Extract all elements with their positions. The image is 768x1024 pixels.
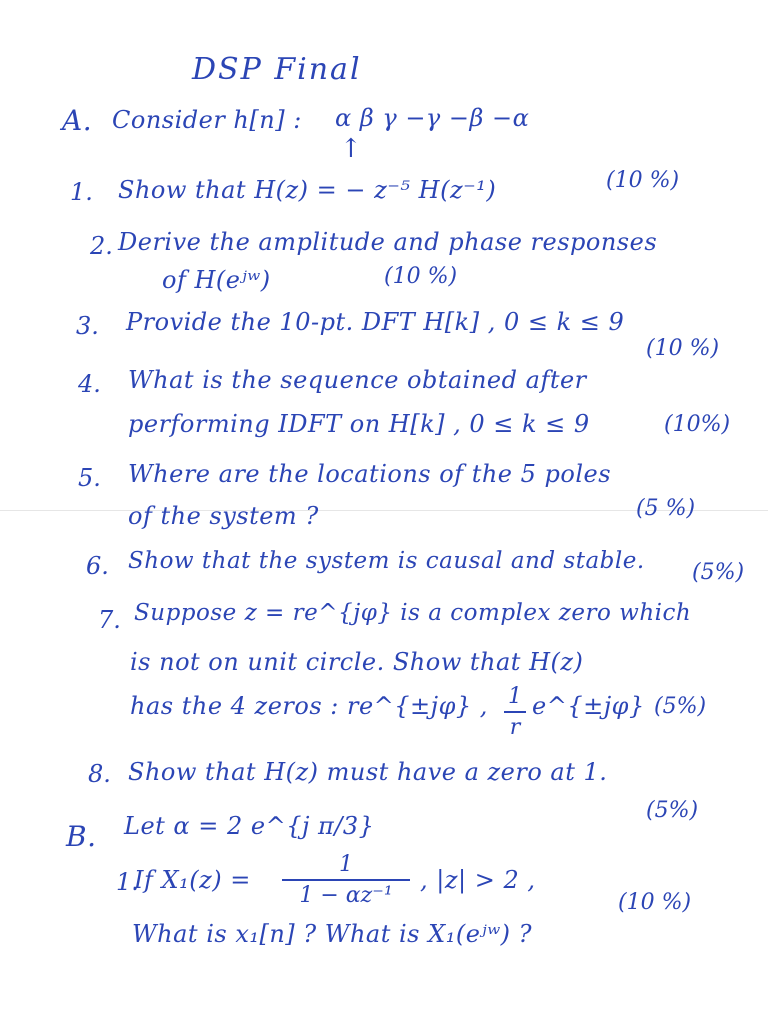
question-a1-text: Show that H(z) = − z⁻⁵ H(z⁻¹) [118, 176, 497, 204]
question-a4-weight: (10%) [664, 412, 731, 437]
question-a4-text-2: performing IDFT on H[k] , 0 ≤ k ≤ 9 [128, 410, 590, 438]
question-a5-weight: (5 %) [636, 496, 696, 521]
fraction-numerator: 1 [508, 684, 522, 709]
question-b1-condition: , |z| > 2 , [420, 866, 536, 894]
question-a3-weight: (10 %) [646, 336, 720, 361]
part-b-prompt: Let α = 2 e^{j π/3} [124, 812, 375, 840]
question-a8-number: 8. [88, 760, 111, 788]
question-a4-text: What is the sequence obtained after [128, 366, 587, 394]
question-a1-number: 1. [70, 178, 93, 206]
question-a2-text-2: of H(eʲʷ) [162, 266, 271, 294]
question-b1-number: 1. [116, 868, 139, 896]
fraction-numerator: 1 [339, 852, 353, 877]
question-b1-fraction [282, 852, 410, 908]
question-a6-number: 6. [86, 552, 109, 580]
question-a6-text: Show that the system is causal and stable. [128, 548, 645, 574]
question-a4-number: 4. [78, 370, 101, 398]
question-a1-weight: (10 %) [606, 168, 680, 193]
question-a7-text-3: has the 4 zeros : re^{±jφ} , [130, 692, 488, 720]
question-a3-text: Provide the 10-pt. DFT H[k] , 0 ≤ k ≤ 9 [126, 308, 625, 336]
part-a-sequence: α β γ −γ −β −α [335, 104, 530, 132]
question-a7-number: 7. [98, 606, 121, 634]
sequence-origin-arrow: ↑ [340, 134, 363, 164]
question-a8-text: Show that H(z) must have a zero at 1. [128, 758, 608, 786]
question-a7-text-2: is not on unit circle. Show that H(z) [130, 648, 584, 676]
fraction-denominator: 1 − αz⁻¹ [299, 883, 393, 908]
question-a2-number: 2. [90, 232, 113, 260]
question-a6-weight: (5%) [692, 560, 745, 585]
question-a8-weight: (5%) [646, 798, 699, 823]
part-b-label: B. [66, 820, 97, 853]
question-a7-text-3b: e^{±jφ} [532, 692, 645, 720]
question-a7-weight: (5%) [654, 694, 707, 719]
question-b1-weight: (10 %) [618, 890, 692, 915]
part-a-label: A. [62, 104, 93, 137]
question-a5-text: Where are the locations of the 5 poles [128, 460, 612, 488]
question-a7-fraction [504, 684, 526, 740]
page-title: DSP Final [192, 52, 362, 87]
fraction-denominator: r [509, 715, 521, 740]
fraction-bar [282, 879, 410, 881]
question-a3-number: 3. [76, 312, 99, 340]
fraction-bar [504, 711, 526, 713]
question-a2-text: Derive the amplitude and phase responses [118, 228, 658, 256]
question-a5-text-2: of the system ? [128, 502, 319, 530]
part-a-prompt: Consider h[n] : [112, 106, 302, 134]
question-b1-text-2: What is x₁[n] ? What is X₁(eʲʷ) ? [132, 920, 533, 948]
question-a5-number: 5. [78, 464, 101, 492]
question-b1-lhs: If X₁(z) = [134, 866, 251, 894]
question-a7-text: Suppose z = re^{jφ} is a complex zero which [134, 600, 692, 626]
question-a2-weight: (10 %) [384, 264, 458, 289]
